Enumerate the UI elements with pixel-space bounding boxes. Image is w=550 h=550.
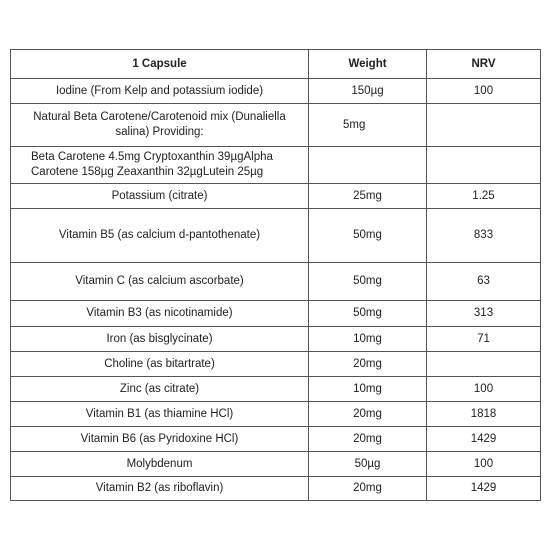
ingredient-name: Vitamin B2 (as riboflavin) <box>11 477 309 501</box>
table-row <box>11 402 541 427</box>
ingredient-nrv <box>427 147 541 184</box>
ingredient-name: Vitamin C (as calcium ascorbate) <box>11 263 309 301</box>
ingredient-nrv: 1818 <box>427 402 541 427</box>
ingredient-weight: 20mg <box>309 352 427 377</box>
ingredient-nrv <box>427 104 541 147</box>
table-row <box>11 263 541 301</box>
ingredient-name: Zinc (as citrate) <box>11 377 309 402</box>
ingredient-name: Vitamin B6 (as Pyridoxine HCl) <box>11 427 309 452</box>
ingredient-weight: 50mg <box>309 301 427 327</box>
ingredient-name: Vitamin B1 (as thiamine HCl) <box>11 402 309 427</box>
ingredient-nrv: 313 <box>427 301 541 327</box>
ingredient-nrv: 100 <box>427 79 541 104</box>
table-row <box>11 184 541 209</box>
table-row <box>11 427 541 452</box>
table-row <box>11 79 541 104</box>
ingredient-weight: 5mg <box>309 104 427 147</box>
ingredient-weight: 10mg <box>309 327 427 352</box>
ingredient-weight: 10mg <box>309 377 427 402</box>
ingredient-nrv: 63 <box>427 263 541 301</box>
ingredient-weight: 50µg <box>309 452 427 477</box>
table-row <box>11 104 541 147</box>
ingredient-weight: 20mg <box>309 477 427 501</box>
ingredient-nrv: 1429 <box>427 427 541 452</box>
header-row <box>11 50 541 79</box>
ingredient-weight: 50mg <box>309 263 427 301</box>
table-row <box>11 209 541 263</box>
ingredient-name: Vitamin B3 (as nicotinamide) <box>11 301 309 327</box>
ingredient-nrv: 833 <box>427 209 541 263</box>
table-row <box>11 452 541 477</box>
table-row <box>11 352 541 377</box>
ingredient-nrv <box>427 352 541 377</box>
ingredient-weight: 20mg <box>309 402 427 427</box>
ingredient-name: Molybdenum <box>11 452 309 477</box>
ingredient-nrv: 100 <box>427 452 541 477</box>
table-row <box>11 301 541 327</box>
ingredient-name: Potassium (citrate) <box>11 184 309 209</box>
ingredient-name: Natural Beta Carotene/Carotenoid mix (Dunaliella salina) Providing: <box>11 104 309 147</box>
ingredient-nrv: 100 <box>427 377 541 402</box>
ingredient-name: Beta Carotene 4.5mg Cryptoxanthin 39µgAlpha Carotene 158µg Zeaxanthin 32µgLutein 25µg <box>11 147 309 184</box>
ingredient-nrv: 1429 <box>427 477 541 501</box>
ingredient-nrv: 1.25 <box>427 184 541 209</box>
header-nrv: NRV <box>427 50 541 79</box>
table-row <box>11 147 541 184</box>
table-row <box>11 477 541 501</box>
table-row <box>11 377 541 402</box>
ingredient-weight: 50mg <box>309 209 427 263</box>
ingredient-weight: 20mg <box>309 427 427 452</box>
table-row <box>11 327 541 352</box>
ingredient-name: Vitamin B5 (as calcium d-pantothenate) <box>11 209 309 263</box>
header-weight: Weight <box>309 50 427 79</box>
nutrition-table <box>10 49 541 501</box>
ingredient-name: Iodine (From Kelp and potassium iodide) <box>11 79 309 104</box>
ingredient-nrv: 71 <box>427 327 541 352</box>
ingredient-weight: 25mg <box>309 184 427 209</box>
ingredient-weight <box>309 147 427 184</box>
ingredient-name: Choline (as bitartrate) <box>11 352 309 377</box>
header-capsule: 1 Capsule <box>11 50 309 79</box>
ingredient-weight: 150µg <box>309 79 427 104</box>
ingredient-name: Iron (as bisglycinate) <box>11 327 309 352</box>
